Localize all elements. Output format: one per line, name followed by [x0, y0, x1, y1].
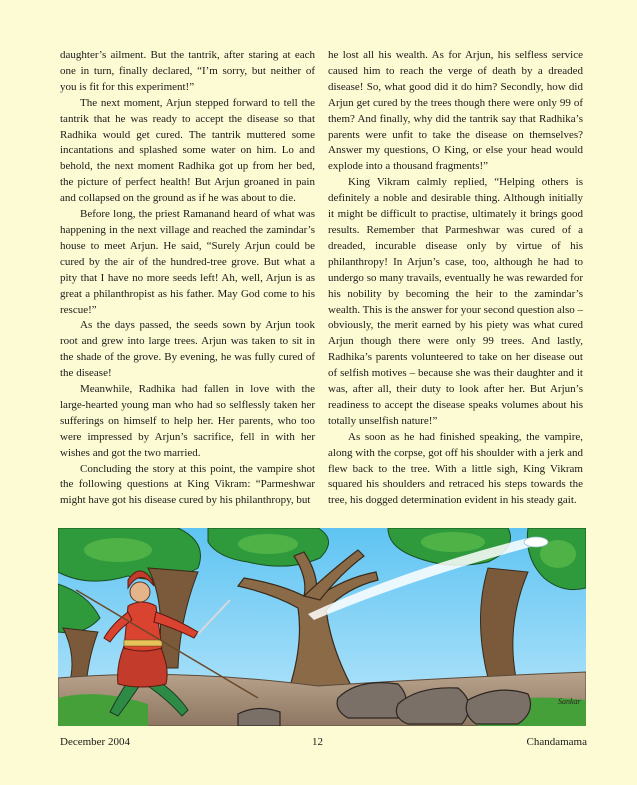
footer-magazine-name: Chandamama: [526, 736, 587, 748]
story-illustration: [58, 528, 586, 726]
footer-issue-date: December 2004: [60, 736, 130, 748]
paragraph: Before long, the priest Ramanand heard of what was happening in the next village and reached the zamindar’s house to meet Arjun. He said, “Surely Arjun could be cured by the air of the hundred-tree grove. But what a pity that I have no more seeds left! Ah, well, Arjun is as great a philanthropist as his father. May God come to his rescue!”: [60, 208, 315, 316]
paragraph: Concluding the story at this point, the vampire shot the following questions at King Vikram: “Parmeshwar might have got his disease cured by his philanthropy, but: [60, 462, 315, 507]
paragraph: The next moment, Arjun stepped forward to tell the tantrik that he was ready to accept the disease so that Radhika would get cured. The tantrik muttered some incantations and splashed some water on him. Lo and behold, the next moment Radhika got up from her bed, the picture of perfect health! But Arjun groaned in pain and collapsed on the ground as if he was about to die.: [60, 96, 315, 205]
paragraph: he lost all his wealth. As for Arjun, his selfless service caused him to reach the verge of death by a dreaded disease! So, what good did it do him? Secondly, how did Arjun get cured by the trees though there were only 99 of them? And finally, why did the tantrik say that Radhika’s parents were unfit to take the disease on themselves? Answer my questions, O King, or else your head would explode into a thousand fragments!”: [328, 49, 583, 173]
paragraph: daughter’s ailment. But the tantrik, after staring at each one in turn, finally declared, “I’m sorry, but neither of you is fit for this experiment!”: [60, 49, 315, 93]
story-column-right: [328, 48, 583, 509]
artist-signature: Sankar: [558, 697, 581, 706]
paragraph: King Vikram calmly replied, “Helping others is definitely a noble and desirable thing. Although initially it might be difficult to practise, ultimately it brings good results. Remember that Parmeshwar was cured of a dreaded, incurable disease only by virtue of his philanthropy! In Arjun’s case, too, although he had to undergo so many travails, eventually he was rewarded for his nobility by becoming the heir to the zamindar’s wealth. This is the answer for your second question also – obviously, the merit earned by his piety was what cured Arjun though there were only 99 trees. And lastly, Radhika’s parents volunteered to take on her disease out of selfish motives – because she was their daughter and it was, after all, their duty to look after her. But Arjun’s readiness to accept the disease speaks volumes about his totally unselfish nature!”: [328, 176, 583, 427]
story-column-left: [60, 48, 315, 509]
paragraph: As soon as he had finished speaking, the vampire, along with the corpse, got off his shoulder with a jerk and flew back to the tree. With a little sigh, King Vikram squared his shoulders and retraced his steps towards the tree, his dogged determination evident in his steady gait.: [328, 430, 583, 507]
page-number: 12: [312, 736, 323, 748]
paragraph: Meanwhile, Radhika had fallen in love with the large-hearted young man who had so selflessly taken her sufferings on himself to help her. Her parents, who too were impressed by Arjun’s sacrifice, fell in with her wishes and got the two married.: [60, 383, 315, 459]
paragraph: As the days passed, the seeds sown by Arjun took root and grew into large trees. Arjun was taken to sit in the shade of the grove. By evening, he was fully cured of the disease!: [60, 319, 315, 380]
